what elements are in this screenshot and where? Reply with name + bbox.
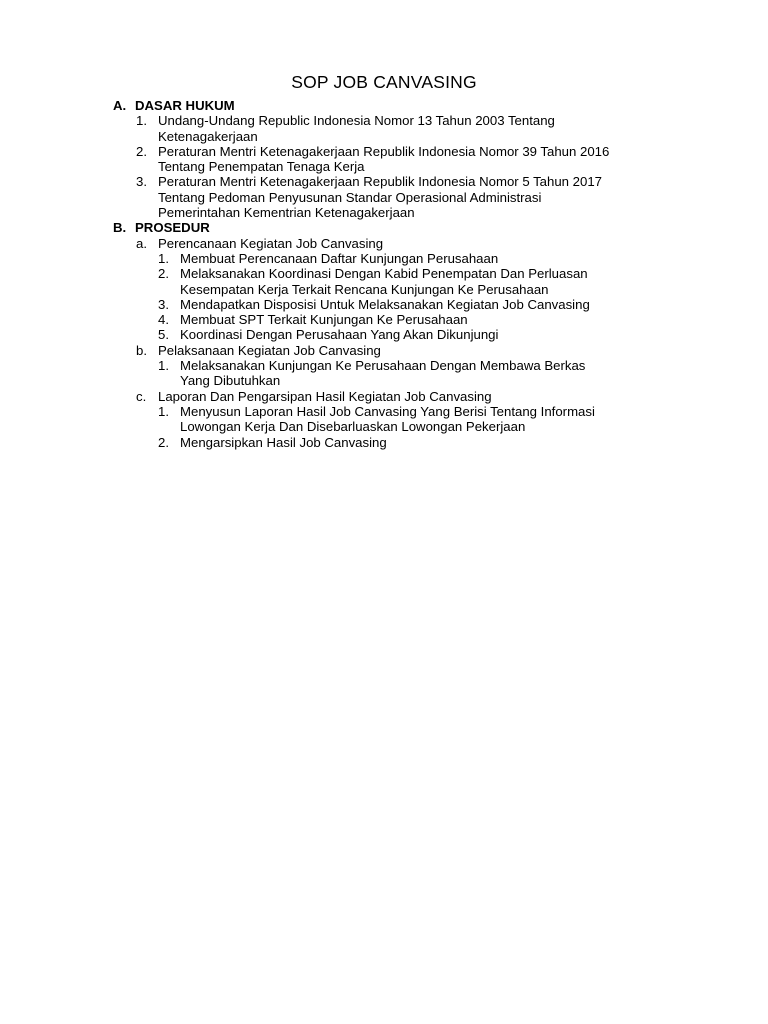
list-marker: 3. [136, 174, 147, 190]
section-heading-text: PROSEDUR [135, 220, 210, 236]
step-item [110, 358, 710, 389]
subsection-heading-text: Laporan Dan Pengarsipan Hasil Kegiatan Job Canvasing [158, 388, 492, 404]
step-line: Melaksanakan Koordinasi Dengan Kabid Penempatan Dan Perluasan [180, 266, 588, 282]
subsection-marker: b. [136, 342, 147, 358]
list-item [110, 113, 710, 144]
list-item-line: Pemerintahan Kementrian Ketenagakerjaan [158, 205, 415, 221]
section-b-heading [110, 220, 710, 235]
subsection-marker: a. [136, 235, 147, 251]
subsection-heading [110, 389, 710, 404]
section-marker: A. [113, 98, 127, 113]
list-item-line: Peraturan Mentri Ketenagakerjaan Republik Indonesia Nomor 39 Tahun 2016 [158, 143, 610, 159]
list-marker: 1. [136, 113, 147, 129]
list-item [110, 144, 710, 175]
section-heading-text: DASAR HUKUM [135, 98, 235, 113]
step-marker: 1. [158, 403, 169, 419]
step-marker: 4. [158, 312, 169, 328]
subsection-heading [110, 236, 710, 251]
step-item [110, 266, 710, 297]
subsection-marker: c. [136, 388, 147, 404]
list-marker: 2. [136, 143, 147, 159]
step-item [110, 251, 710, 266]
step-marker: 2. [158, 434, 169, 450]
step-line: Mengarsipkan Hasil Job Canvasing [180, 434, 387, 450]
list-item-line: Peraturan Mentri Ketenagakerjaan Republik Indonesia Nomor 5 Tahun 2017 [158, 174, 603, 190]
step-line: Lowongan Kerja Dan Disebarluaskan Lowongan Pekerjaan [180, 419, 526, 435]
list-item-line: Undang-Undang Republic Indonesia Nomor 13 Tahun 2003 Tentang [158, 113, 555, 129]
step-item [110, 312, 710, 327]
step-line: Kesempatan Kerja Terkait Rencana Kunjungan Ke Perusahaan [180, 281, 549, 297]
subsection-heading-text: Pelaksanaan Kegiatan Job Canvasing [158, 342, 381, 358]
step-line: Yang Dibutuhkan [180, 373, 281, 389]
document-title: SOP JOB CANVASING [291, 72, 477, 92]
list-item-line: Tentang Pedoman Penyusunan Standar Operasional Administrasi [158, 189, 542, 205]
subsection-heading-text: Perencanaan Kegiatan Job Canvasing [158, 235, 384, 251]
section-marker: B. [113, 220, 127, 236]
document-body [110, 98, 710, 450]
step-item [110, 404, 710, 435]
step-item [110, 435, 710, 450]
list-item [110, 174, 710, 220]
step-line: Koordinasi Dengan Perusahaan Yang Akan Dikunjungi [180, 327, 499, 343]
step-marker: 3. [158, 296, 169, 312]
step-item [110, 297, 710, 312]
step-line: Melaksanakan Kunjungan Ke Perusahaan Dengan Membawa Berkas [180, 358, 586, 374]
step-marker: 1. [158, 358, 169, 374]
step-line: Membuat Perencanaan Daftar Kunjungan Perusahaan [180, 250, 499, 266]
step-marker: 1. [158, 250, 169, 266]
list-item-line: Ketenagakerjaan [158, 128, 258, 144]
section-a-heading [110, 98, 710, 113]
list-item-line: Tentang Penempatan Tenaga Kerja [158, 159, 365, 175]
step-line: Membuat SPT Terkait Kunjungan Ke Perusahaan [180, 312, 468, 328]
step-line: Mendapatkan Disposisi Untuk Melaksanakan Kegiatan Job Canvasing [180, 296, 590, 312]
step-item [110, 327, 710, 342]
step-line: Menyusun Laporan Hasil Job Canvasing Yang Berisi Tentang Informasi [180, 403, 595, 419]
step-marker: 2. [158, 266, 169, 282]
step-marker: 5. [158, 327, 169, 343]
subsection-heading [110, 343, 710, 358]
